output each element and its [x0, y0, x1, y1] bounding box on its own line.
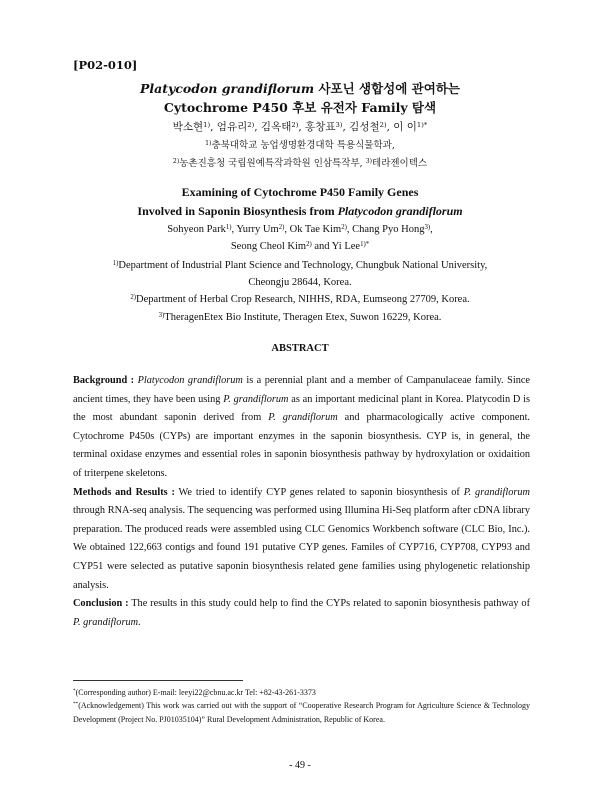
english-affiliation-3	[60, 312, 540, 323]
author-name: 박소현	[172, 121, 204, 133]
author-name: Sohyeon Park	[167, 224, 226, 235]
affil-text: TheragenEtex Bio Institute, Theragen Etex, Suwon 16229, Korea.	[164, 312, 442, 323]
author-affil-marker: 1)*	[416, 120, 428, 129]
author-affil-marker: 1)*	[360, 240, 370, 248]
author-affil-marker: 2)	[379, 120, 387, 129]
footnote-marker: *	[73, 688, 76, 695]
species-name: P. grandiflorum	[463, 486, 530, 498]
abstract-text: The results in this study could help to find the CYPs related to saponin biosynthesis pathway of	[128, 598, 530, 610]
abstract-text: We tried to identify CYP genes related to saponin biosynthesis of	[174, 486, 464, 498]
footnote-divider	[73, 680, 243, 681]
author-name: 엄유리	[216, 121, 248, 133]
conclusion-label: Conclusion :	[73, 598, 129, 610]
author-affil-marker: 3)	[335, 120, 343, 129]
author-affil-marker: 1)	[225, 223, 232, 231]
affil-text: 테라젠이텍스	[372, 158, 428, 169]
affil-text: 충북대학교 농업생명환경대학 특용식물학과,	[211, 140, 395, 151]
korean-title-rest: 사포닌 생합성에 관여하는	[314, 81, 460, 96]
author-affil-marker: 2)	[291, 120, 299, 129]
author-name: Chang Pyo Hong	[352, 224, 425, 235]
footnote-marker: **	[73, 701, 79, 708]
abstract-text: as an important medicinal plant in Korea. Platycodin D is the most abundant saponin derived from	[73, 393, 530, 424]
species-name: Platycodon grandiflorum	[137, 375, 243, 386]
english-title-text: Involved in Saponin Biosynthesis from	[137, 204, 338, 218]
abstract-text: .	[138, 616, 141, 628]
author-affil-marker: 1)	[203, 120, 211, 129]
author-affil-marker: 2)	[341, 223, 347, 231]
english-affiliation-1-line1	[60, 260, 540, 271]
affil-marker: 1)	[112, 259, 119, 267]
english-affiliation-2	[60, 294, 540, 305]
english-authors-line1: Sohyeon Park$^{1)}$, Yurry Um$^{2)}$, Ok Tae Kim$^{2)}$, Chang Pyo Hong$^{3)}$,	[167, 223, 433, 235]
affil-marker: 2)	[172, 157, 180, 165]
korean-title-line1	[60, 79, 540, 97]
background-paragraph	[73, 372, 530, 484]
korean-affiliation-1	[60, 137, 540, 151]
abstract-heading: ABSTRACT	[271, 343, 329, 354]
conclusion-paragraph	[73, 595, 530, 632]
english-title-line1: Examining of Cytochrome P450 Family Genes	[181, 185, 419, 199]
affil-text: 농촌진흥청 국립원예특작과학원 인삼특작부,	[179, 158, 366, 169]
english-affiliation-1-line2: Cheongju 28644, Korea.	[248, 277, 352, 288]
english-authors-line2: Seong Cheol Kim$^{2)}$ and Yi Lee$^{1)*}$	[230, 240, 370, 252]
background-text	[73, 375, 530, 479]
korean-authors: 박소현$^{1)}$, 엄유리$^{2)}$, 김옥태$^{2)}$, 홍창표$^{3)}$, 김성철$^{2)}$, 이 이$^{1)*}$	[172, 120, 428, 133]
poster-code: [P02-010]	[73, 58, 138, 72]
korean-affiliation-2	[60, 155, 540, 169]
abstract-text: through RNA-seq analysis. The sequencing was performed using Illumina Hi-Seq platform after cDNA library preparation. The produced reads were assembled using CLC Genomics Workbench software (CLC Bio, Inc.). We obtained 122,663 contigs and found 191 putative CYP genes. Familes of CYP716, CYP708, CYP93 and CYP51 were selected as putative saponin biosynthesis related gene families using phylogenetic relationship analysis.	[73, 505, 530, 591]
english-title-line2	[60, 204, 540, 219]
affil-text: Department of Herbal Crop Research, NIHHS, RDA, Eumseong 27709, Korea.	[136, 294, 470, 305]
footnote-acknowledgement	[73, 699, 530, 726]
species-name: P. grandiflorum	[223, 393, 289, 405]
author-name: 이 이	[393, 121, 417, 133]
affil-marker: 3)	[158, 311, 165, 319]
author-name: 김옥태	[260, 121, 292, 133]
author-affil-marker: 3)	[424, 223, 431, 231]
methods-text	[73, 487, 530, 591]
abstract-text: and pharmacologically active component. Cytochrome P450s (CYPs) are important enzymes in the saponin biosynthesis. CYP is, in general, the terminal oxidase enzymes and essential roles in saponin biosynthesis pathway by hydroxylation or oxidaition of triterpene skeletons.	[73, 412, 530, 479]
footnote-corresponding-author	[73, 686, 530, 700]
author-affil-marker: 2)	[278, 223, 285, 231]
species-name: P. grandiflorum	[73, 616, 139, 628]
author-affil-marker: 2)	[306, 240, 312, 248]
author-name: Seong Cheol Kim	[230, 241, 307, 252]
background-label: Background :	[73, 375, 135, 386]
korean-title-line2: Cytochrome P450 후보 유전자 Family 탐색	[163, 100, 437, 115]
author-name: Ok Tae Kim	[289, 224, 342, 235]
korean-title-species: Platycodon grandiflorum	[140, 81, 315, 96]
author-name: 김성철	[349, 121, 380, 133]
conclusion-text	[73, 598, 530, 628]
english-title-species: Platycodon grandiflorum	[337, 204, 463, 218]
abstract-text: is a perennial plant and a member of Campanulaceae family. Since ancient times, they have been using	[73, 375, 530, 405]
author-affil-marker: 2)	[247, 120, 255, 129]
author-name: 홍창표	[305, 121, 336, 133]
methods-label: Methods and Results :	[73, 486, 175, 498]
author-name: Yurry Um	[236, 224, 279, 235]
author-name: Yi Lee	[331, 241, 361, 252]
methods-paragraph	[73, 484, 530, 596]
affil-marker: 3)	[365, 157, 373, 165]
species-name: P. grandiflorum	[268, 412, 338, 424]
abstract-body	[73, 372, 530, 632]
affil-marker: 1)	[205, 139, 212, 147]
affil-marker: 2)	[130, 293, 137, 301]
footnote-text: (Acknowledgement) This work was carried out with the support of “Cooperative Research Program for Agriculture Science & Technology Development (Project No. PJ01035104)” Rural Development Administration, Republic of Korea.	[73, 701, 530, 724]
affil-text: Department of Industrial Plant Science and Technology, Chungbuk National University,	[118, 260, 488, 271]
footnote-text: (Corresponding author) E-mail: leeyi22@cbnu.ac.kr Tel: +82-43-261-3373	[75, 688, 316, 697]
page-number: - 49 -	[289, 760, 311, 771]
